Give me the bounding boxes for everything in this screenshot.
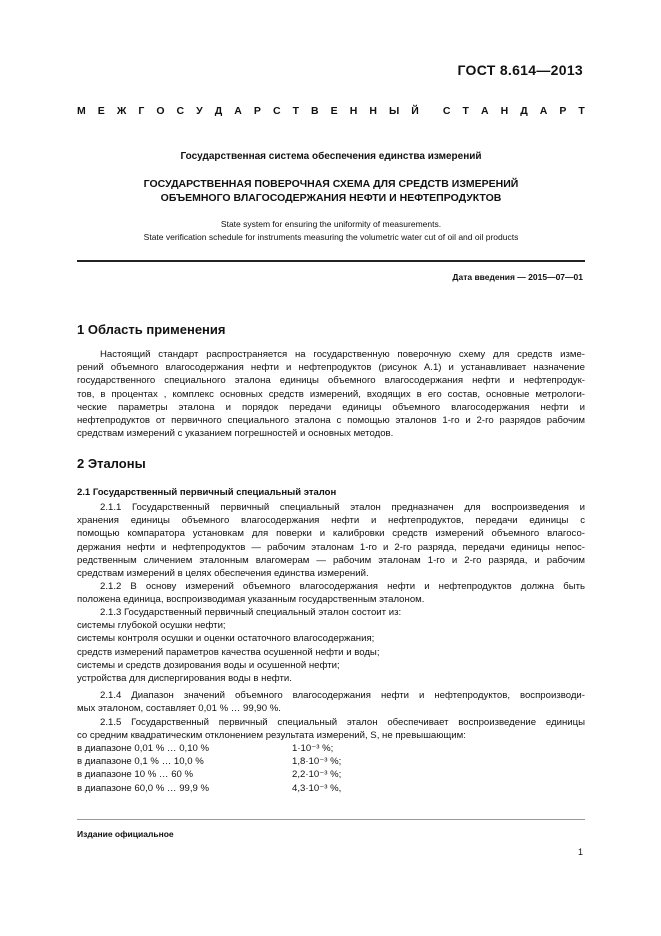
text-line: нефтепродуктов от первичного специального эталона с помощью эталонов 1-го и 2-го разрядов рабочим xyxy=(77,414,585,426)
banner-letter: Н xyxy=(369,105,377,117)
paragraph-2-1-5 xyxy=(77,716,585,742)
header-divider xyxy=(77,260,585,262)
range-label: в диапазоне 0,01 % … 0,10 % xyxy=(77,743,210,754)
banner-letter: Е xyxy=(97,105,105,117)
banner-letter: Р xyxy=(559,105,567,117)
text-line: 2.1.2 В основу измерений объемного влагосодержания нефти и нефтепродуктов должна быть xyxy=(100,581,585,592)
banner-letter: Е xyxy=(330,105,338,117)
banner-letter: У xyxy=(196,105,203,117)
range-value: 1·10⁻³ %; xyxy=(292,743,334,754)
text-line: 2.1.4 Диапазон значений объемного влагосодержания нефти и нефтепродуктов, воспроизводи- xyxy=(100,690,585,701)
text-line: хранения единицы объемного влагосодержания нефти и нефтепродуктов, передачи единицы с xyxy=(77,515,585,527)
paragraph-2-1-3 xyxy=(77,606,585,685)
section-1-body xyxy=(77,348,585,440)
text-line: помощью компаратора установкам для поверки и калибровки средств измерений объемного влагосо- xyxy=(77,528,585,540)
text-line: Настоящий стандарт распространяется на государственную поверочную схему для средств изме- xyxy=(100,349,585,360)
banner-letter: А xyxy=(480,105,489,117)
banner-letter: Т xyxy=(292,105,299,117)
english-title-line2: State verification schedule for instruments measuring the volumetric water cut of oil and oil products xyxy=(143,231,519,242)
banner-letter: О xyxy=(156,105,165,117)
section-2-heading: 2 Эталоны xyxy=(77,456,146,471)
document-title-line2: ОБЪЕМНОГО ВЛАГОСОДЕРЖАНИЯ НЕФТИ И НЕФТЕПРОДУКТОВ xyxy=(160,192,502,204)
banner-letter: В xyxy=(311,105,319,117)
banner-letter: Р xyxy=(253,105,261,117)
system-title: Государственная система обеспечения единства измерений xyxy=(180,151,482,162)
section-2-1-heading: 2.1 Государственный первичный специальный эталон xyxy=(77,487,337,498)
banner-letter: Т xyxy=(578,105,585,117)
text-line: устройства для диспергирования воды в нефти. xyxy=(77,673,292,685)
page-number: 1 xyxy=(577,847,583,857)
banner-letter: Н xyxy=(349,105,358,117)
document-title-line1: ГОСУДАРСТВЕННАЯ ПОВЕРОЧНАЯ СХЕМА ДЛЯ СРЕДСТВ ИЗМЕРЕНИЙ xyxy=(143,178,519,190)
gost-number: ГОСТ 8.614—2013 xyxy=(457,62,583,78)
banner-letter: Т xyxy=(462,105,469,117)
document-title xyxy=(77,177,585,205)
banner-letter: Г xyxy=(138,105,145,117)
interstate-standard-banner xyxy=(77,105,585,117)
banner-letter: С xyxy=(176,105,185,117)
banner-letter: С xyxy=(442,105,451,117)
banner-letter: С xyxy=(272,105,281,117)
banner-letter: Ы xyxy=(388,105,400,117)
banner-letter: А xyxy=(539,105,548,117)
banner-letter: Д xyxy=(520,105,528,117)
banner-letter: М xyxy=(77,105,86,117)
paragraph-2-1-2 xyxy=(77,580,585,606)
english-title-line1: State system for ensuring the uniformity of measurements. xyxy=(220,219,442,229)
text-line: 2.1.1 Государственный первичный специальный эталон предназначен для воспроизведения и xyxy=(100,502,585,513)
official-edition-label: Издание официальное xyxy=(77,829,174,839)
paragraph-2-1-1 xyxy=(77,501,585,580)
text-line: тов, в процентах , комплекс основных средств измерений, входящих в его состав, основные метрологи- xyxy=(77,388,585,400)
introduction-date: Дата введения — 2015—07—01 xyxy=(452,272,583,282)
footer-divider xyxy=(77,819,585,820)
banner-letter: Н xyxy=(500,105,509,117)
text-line: ческие параметры эталона и порядок передачи единицы объемного влагосодержания нефти и xyxy=(77,401,585,413)
text-line: системы контроля осушки и оценки остаточного влагосодержания; xyxy=(77,633,375,645)
text-line: системы глубокой осушки нефти; xyxy=(77,620,226,632)
text-line: положена единица, воспроизводимая указанным государственным эталоном. xyxy=(77,594,425,606)
section-1-heading: 1 Область применения xyxy=(77,322,226,337)
banner-letter: Ж xyxy=(116,105,127,117)
banner-letter: Й xyxy=(411,105,419,117)
text-line: со средним квадратическим отклонением результата измерений, S, не превышающим: xyxy=(77,730,466,742)
range-value: 4,3·10⁻³ %, xyxy=(292,782,342,794)
range-label: в диапазоне 60,0 % … 99,9 % xyxy=(77,782,210,794)
range-label: в диапазоне 0,1 % … 10,0 % xyxy=(77,756,204,768)
range-value: 2,2·10⁻³ %; xyxy=(292,769,342,781)
banner-letter: Д xyxy=(214,105,223,117)
text-line: 2.1.3 Государственный первичный специальный эталон состоит из: xyxy=(100,607,402,618)
text-line: средствам измерений в целях обеспечения единства измерений. xyxy=(77,567,369,579)
text-line: государственного специального эталона единицы объемного влагосодержания нефти и нефтепродук- xyxy=(77,375,585,387)
text-line: рений объемного влагосодержания нефти и нефтепродуктов (рисунок А.1) и устанавливает назначение xyxy=(77,362,585,374)
text-line: мых эталоном, составляет 0,01 % … 99,90 %. xyxy=(77,703,281,715)
banner-letter: А xyxy=(234,105,242,117)
text-line: системы и средств дозирования воды и осушенной нефти; xyxy=(77,659,340,671)
text-line: держания нефти и нефтепродуктов — рабочим эталонам 1-го и 2-го разряда, передачи единицы непос- xyxy=(77,541,585,553)
text-line: средствам измерений с указанием погрешностей и основных методов. xyxy=(77,428,394,440)
paragraph-2-1-4 xyxy=(77,689,585,715)
text-line: средств измерений параметров качества осушенной нефти и воды; xyxy=(77,646,380,658)
text-line: редственным сличением эталонным влагомерам — рабочим эталонам 1-го и 2-го разряда, и рабочим xyxy=(77,554,585,566)
english-title xyxy=(77,218,585,243)
range-label: в диапазоне 10 % … 60 % xyxy=(77,769,194,781)
range-value: 1,8·10⁻³ %; xyxy=(292,756,342,768)
text-line: 2.1.5 Государственный первичный специальный эталон обеспечивает воспроизведение единицы xyxy=(100,717,585,728)
